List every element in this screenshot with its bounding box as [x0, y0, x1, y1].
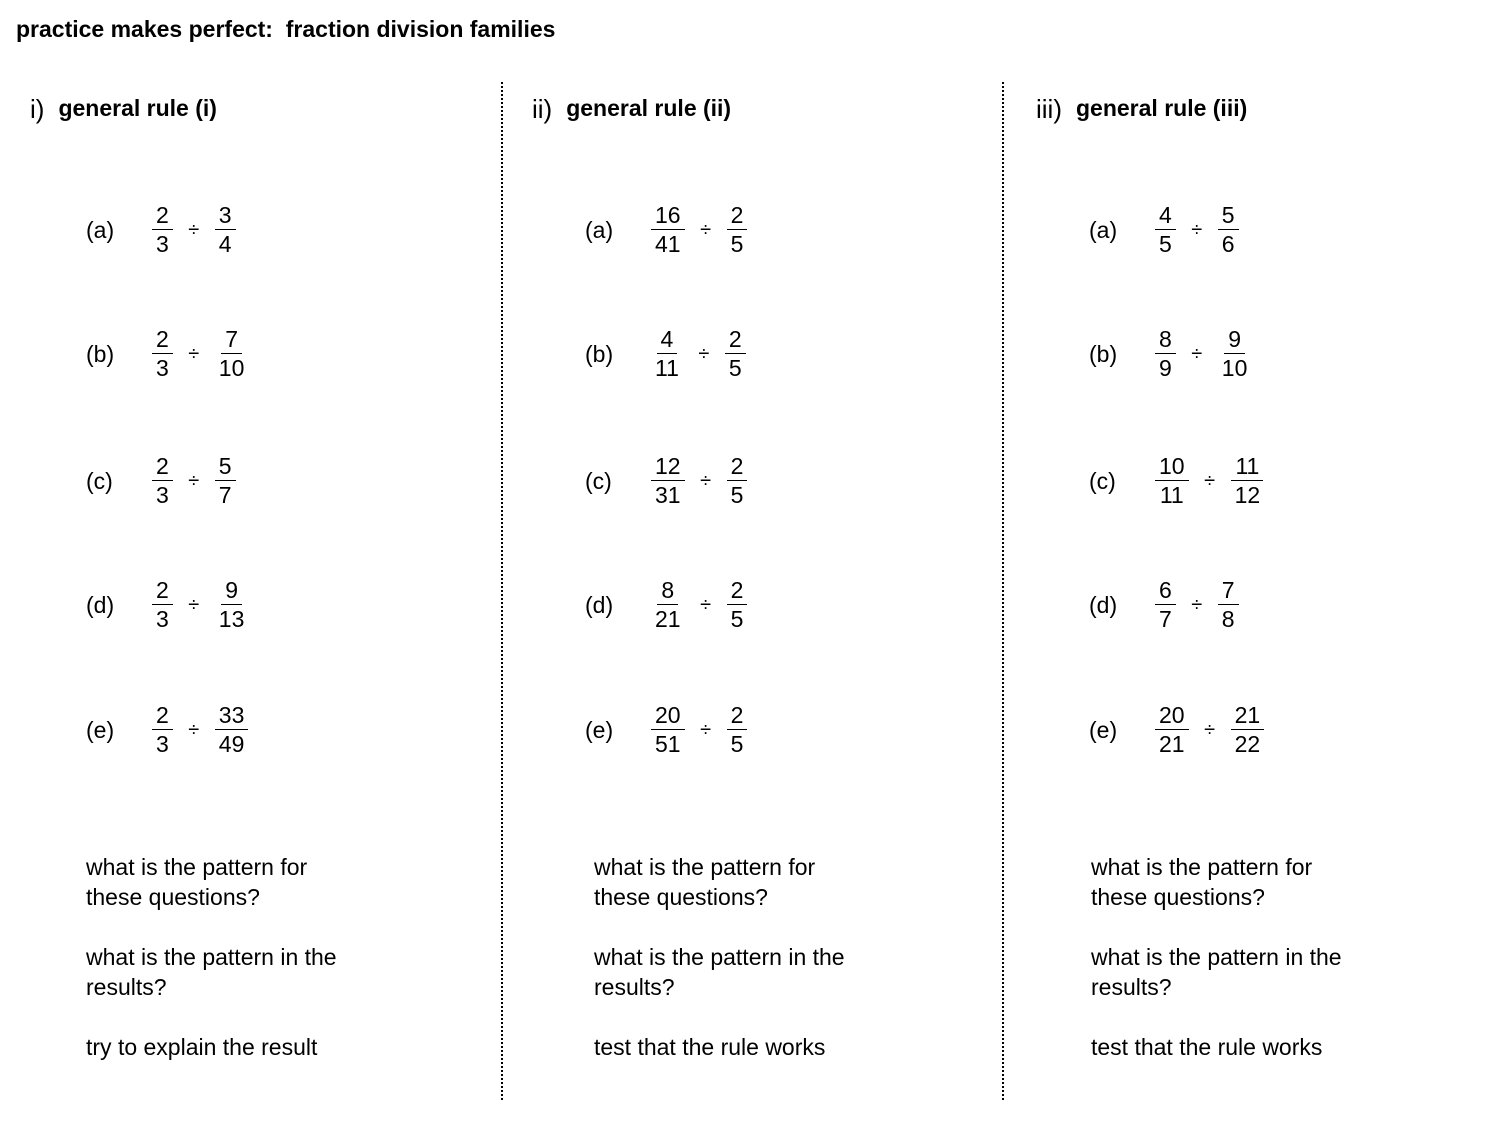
- divisor-fraction: [1218, 577, 1239, 633]
- divisor-fraction-numerator: 9: [221, 577, 242, 605]
- column-divider-1: [501, 82, 503, 1100]
- dividend-fraction: [1155, 202, 1176, 258]
- problem-label: (c): [1089, 467, 1116, 494]
- problem-item: [585, 575, 747, 635]
- problem-label: (b): [585, 340, 614, 367]
- dividend-fraction-numerator: 20: [1155, 702, 1189, 730]
- dividend-fraction-denominator: 3: [156, 482, 169, 508]
- dividend-fraction: [651, 702, 685, 758]
- divisor-fraction-numerator: 2: [725, 326, 746, 354]
- problem-item: [86, 324, 248, 384]
- dividend-fraction-numerator: 12: [651, 453, 685, 481]
- column-number: iii): [1036, 94, 1062, 124]
- dividend-fraction-denominator: 9: [1159, 355, 1172, 381]
- divisor-fraction: [215, 702, 249, 758]
- dividend-fraction-numerator: 8: [1155, 326, 1176, 354]
- dividend-fraction-numerator: 2: [152, 702, 173, 730]
- divisor-fraction: [1231, 453, 1265, 509]
- column-number: ii): [532, 94, 553, 124]
- division-sign: ÷: [188, 218, 200, 241]
- divisor-fraction-numerator: 2: [727, 577, 748, 605]
- problem-item: [585, 324, 746, 384]
- division-sign: ÷: [188, 469, 200, 492]
- divisor-fraction: [1218, 202, 1239, 258]
- problem-item: [1089, 700, 1264, 760]
- divisor-fraction-denominator: 22: [1234, 731, 1261, 757]
- question-block: [86, 852, 337, 1092]
- dividend-fraction: [152, 202, 173, 258]
- division-sign: ÷: [698, 342, 710, 365]
- divisor-fraction-denominator: 5: [730, 482, 744, 508]
- dividend-fraction-numerator: 2: [152, 453, 173, 481]
- problem-label: (c): [585, 467, 612, 494]
- problem-label: (a): [86, 216, 115, 243]
- divisor-fraction: [1231, 702, 1265, 758]
- dividend-fraction-denominator: 5: [1159, 231, 1172, 257]
- dividend-fraction-numerator: 4: [657, 326, 678, 354]
- division-sign: ÷: [1191, 218, 1203, 241]
- page-title: practice makes perfect: fraction division families: [16, 16, 556, 42]
- dividend-fraction: [152, 453, 173, 509]
- divisor-fraction: [215, 326, 249, 382]
- question-text: what is the pattern in the results?: [594, 944, 845, 1000]
- divisor-fraction-denominator: 13: [218, 606, 245, 632]
- division-sign: ÷: [1191, 342, 1203, 365]
- problem-item: [585, 200, 747, 260]
- division-sign: ÷: [700, 718, 712, 741]
- dividend-fraction-denominator: 3: [156, 731, 169, 757]
- divisor-fraction-numerator: 3: [215, 202, 236, 230]
- problem-item: [1089, 324, 1251, 384]
- dividend-fraction-numerator: 2: [152, 326, 173, 354]
- column-title: general rule (iii): [1076, 95, 1248, 121]
- divisor-fraction-denominator: 12: [1234, 482, 1261, 508]
- dividend-fraction-denominator: 41: [655, 231, 681, 257]
- divisor-fraction-denominator: 5: [728, 355, 742, 381]
- divisor-fraction-numerator: 2: [727, 202, 748, 230]
- problem-item: [1089, 575, 1239, 635]
- divisor-fraction-numerator: 33: [215, 702, 249, 730]
- problem-item: [86, 451, 236, 511]
- column-header: [532, 94, 731, 125]
- problem-label: (b): [86, 340, 115, 367]
- dividend-fraction-numerator: 16: [651, 202, 685, 230]
- problem-label: (d): [86, 591, 115, 618]
- divisor-fraction-numerator: 7: [1218, 577, 1239, 605]
- dividend-fraction: [651, 453, 685, 509]
- divisor-fraction-denominator: 49: [218, 731, 245, 757]
- divisor-fraction-denominator: 4: [218, 231, 232, 257]
- divisor-fraction-numerator: 2: [727, 453, 748, 481]
- question-text: test that the rule works: [1091, 1034, 1323, 1060]
- dividend-fraction: [1155, 702, 1189, 758]
- divisor-fraction-numerator: 9: [1224, 326, 1245, 354]
- problem-label: (d): [1089, 591, 1118, 618]
- divisor-fraction-denominator: 10: [1221, 355, 1248, 381]
- question-text: what is the pattern in the results?: [86, 944, 337, 1000]
- divisor-fraction-numerator: 5: [215, 453, 236, 481]
- divisor-fraction-denominator: 7: [218, 482, 232, 508]
- division-sign: ÷: [700, 469, 712, 492]
- column-divider-2: [1002, 82, 1004, 1100]
- question-text: what is the pattern for these questions?: [594, 854, 816, 910]
- question-text: what is the pattern for these questions?: [86, 854, 308, 910]
- dividend-fraction-denominator: 31: [655, 482, 681, 508]
- divisor-fraction-numerator: 11: [1231, 453, 1263, 481]
- divisor-fraction-numerator: 2: [727, 702, 748, 730]
- dividend-fraction-denominator: 7: [1159, 606, 1172, 632]
- column-header: [30, 94, 217, 125]
- problem-label: (c): [86, 467, 113, 494]
- column-title: general rule (ii): [566, 95, 732, 121]
- divisor-fraction: [215, 453, 236, 509]
- problem-item: [86, 575, 248, 635]
- problem-label: (b): [1089, 340, 1118, 367]
- problem-item: [1089, 451, 1264, 511]
- divisor-fraction-denominator: 8: [1221, 606, 1235, 632]
- column-title: general rule (i): [58, 95, 217, 121]
- division-sign: ÷: [700, 593, 712, 616]
- problem-label: (a): [585, 216, 614, 243]
- dividend-fraction: [651, 577, 685, 633]
- problem-label: (e): [585, 716, 614, 743]
- divisor-fraction: [727, 577, 748, 633]
- dividend-fraction-numerator: 20: [651, 702, 685, 730]
- problem-label: (d): [585, 591, 614, 618]
- dividend-fraction-denominator: 3: [156, 231, 169, 257]
- dividend-fraction-denominator: 11: [1159, 482, 1184, 508]
- problem-item: [86, 200, 236, 260]
- divisor-fraction-numerator: 21: [1231, 702, 1265, 730]
- dividend-fraction-denominator: 3: [156, 606, 169, 632]
- divisor-fraction: [1218, 326, 1252, 382]
- dividend-fraction-numerator: 4: [1155, 202, 1176, 230]
- divisor-fraction-numerator: 5: [1218, 202, 1239, 230]
- divisor-fraction-denominator: 10: [218, 355, 245, 381]
- problem-item: [585, 451, 747, 511]
- divisor-fraction-denominator: 6: [1221, 231, 1235, 257]
- divisor-fraction: [725, 326, 746, 382]
- dividend-fraction-denominator: 21: [1159, 731, 1185, 757]
- dividend-fraction-numerator: 6: [1155, 577, 1176, 605]
- problem-item: [86, 700, 248, 760]
- dividend-fraction-numerator: 8: [657, 577, 678, 605]
- question-text: try to explain the result: [86, 1034, 318, 1060]
- problem-item: [1089, 200, 1239, 260]
- question-text: what is the pattern for these questions?: [1091, 854, 1313, 910]
- division-sign: ÷: [700, 218, 712, 241]
- dividend-fraction-numerator: 10: [1155, 453, 1189, 481]
- divisor-fraction: [215, 202, 236, 258]
- dividend-fraction-numerator: 2: [152, 202, 173, 230]
- column-header: [1036, 94, 1247, 125]
- problem-label: (e): [1089, 716, 1118, 743]
- dividend-fraction-denominator: 3: [156, 355, 169, 381]
- division-sign: ÷: [1204, 718, 1216, 741]
- dividend-fraction: [651, 326, 683, 382]
- divisor-fraction-denominator: 5: [730, 731, 744, 757]
- division-sign: ÷: [1191, 593, 1203, 616]
- divisor-fraction: [727, 702, 748, 758]
- divisor-fraction-denominator: 5: [730, 606, 744, 632]
- question-block: [594, 852, 845, 1092]
- dividend-fraction: [1155, 326, 1176, 382]
- dividend-fraction-numerator: 2: [152, 577, 173, 605]
- dividend-fraction-denominator: 51: [655, 731, 681, 757]
- divisor-fraction: [215, 577, 249, 633]
- problem-label: (e): [86, 716, 115, 743]
- divisor-fraction-numerator: 7: [221, 326, 242, 354]
- dividend-fraction: [1155, 453, 1189, 509]
- divisor-fraction: [727, 453, 748, 509]
- division-sign: ÷: [188, 718, 200, 741]
- column-number: i): [30, 94, 45, 124]
- dividend-fraction: [152, 702, 173, 758]
- division-sign: ÷: [188, 593, 200, 616]
- division-sign: ÷: [1204, 469, 1216, 492]
- divisor-fraction: [727, 202, 748, 258]
- dividend-fraction: [651, 202, 685, 258]
- dividend-fraction-denominator: 11: [655, 355, 679, 381]
- division-sign: ÷: [188, 342, 200, 365]
- dividend-fraction-denominator: 21: [655, 606, 681, 632]
- question-block: [1091, 852, 1342, 1092]
- problem-item: [585, 700, 747, 760]
- question-text: what is the pattern in the results?: [1091, 944, 1342, 1000]
- divisor-fraction-denominator: 5: [730, 231, 744, 257]
- problem-label: (a): [1089, 216, 1118, 243]
- dividend-fraction: [1155, 577, 1176, 633]
- question-text: test that the rule works: [594, 1034, 826, 1060]
- dividend-fraction: [152, 577, 173, 633]
- dividend-fraction: [152, 326, 173, 382]
